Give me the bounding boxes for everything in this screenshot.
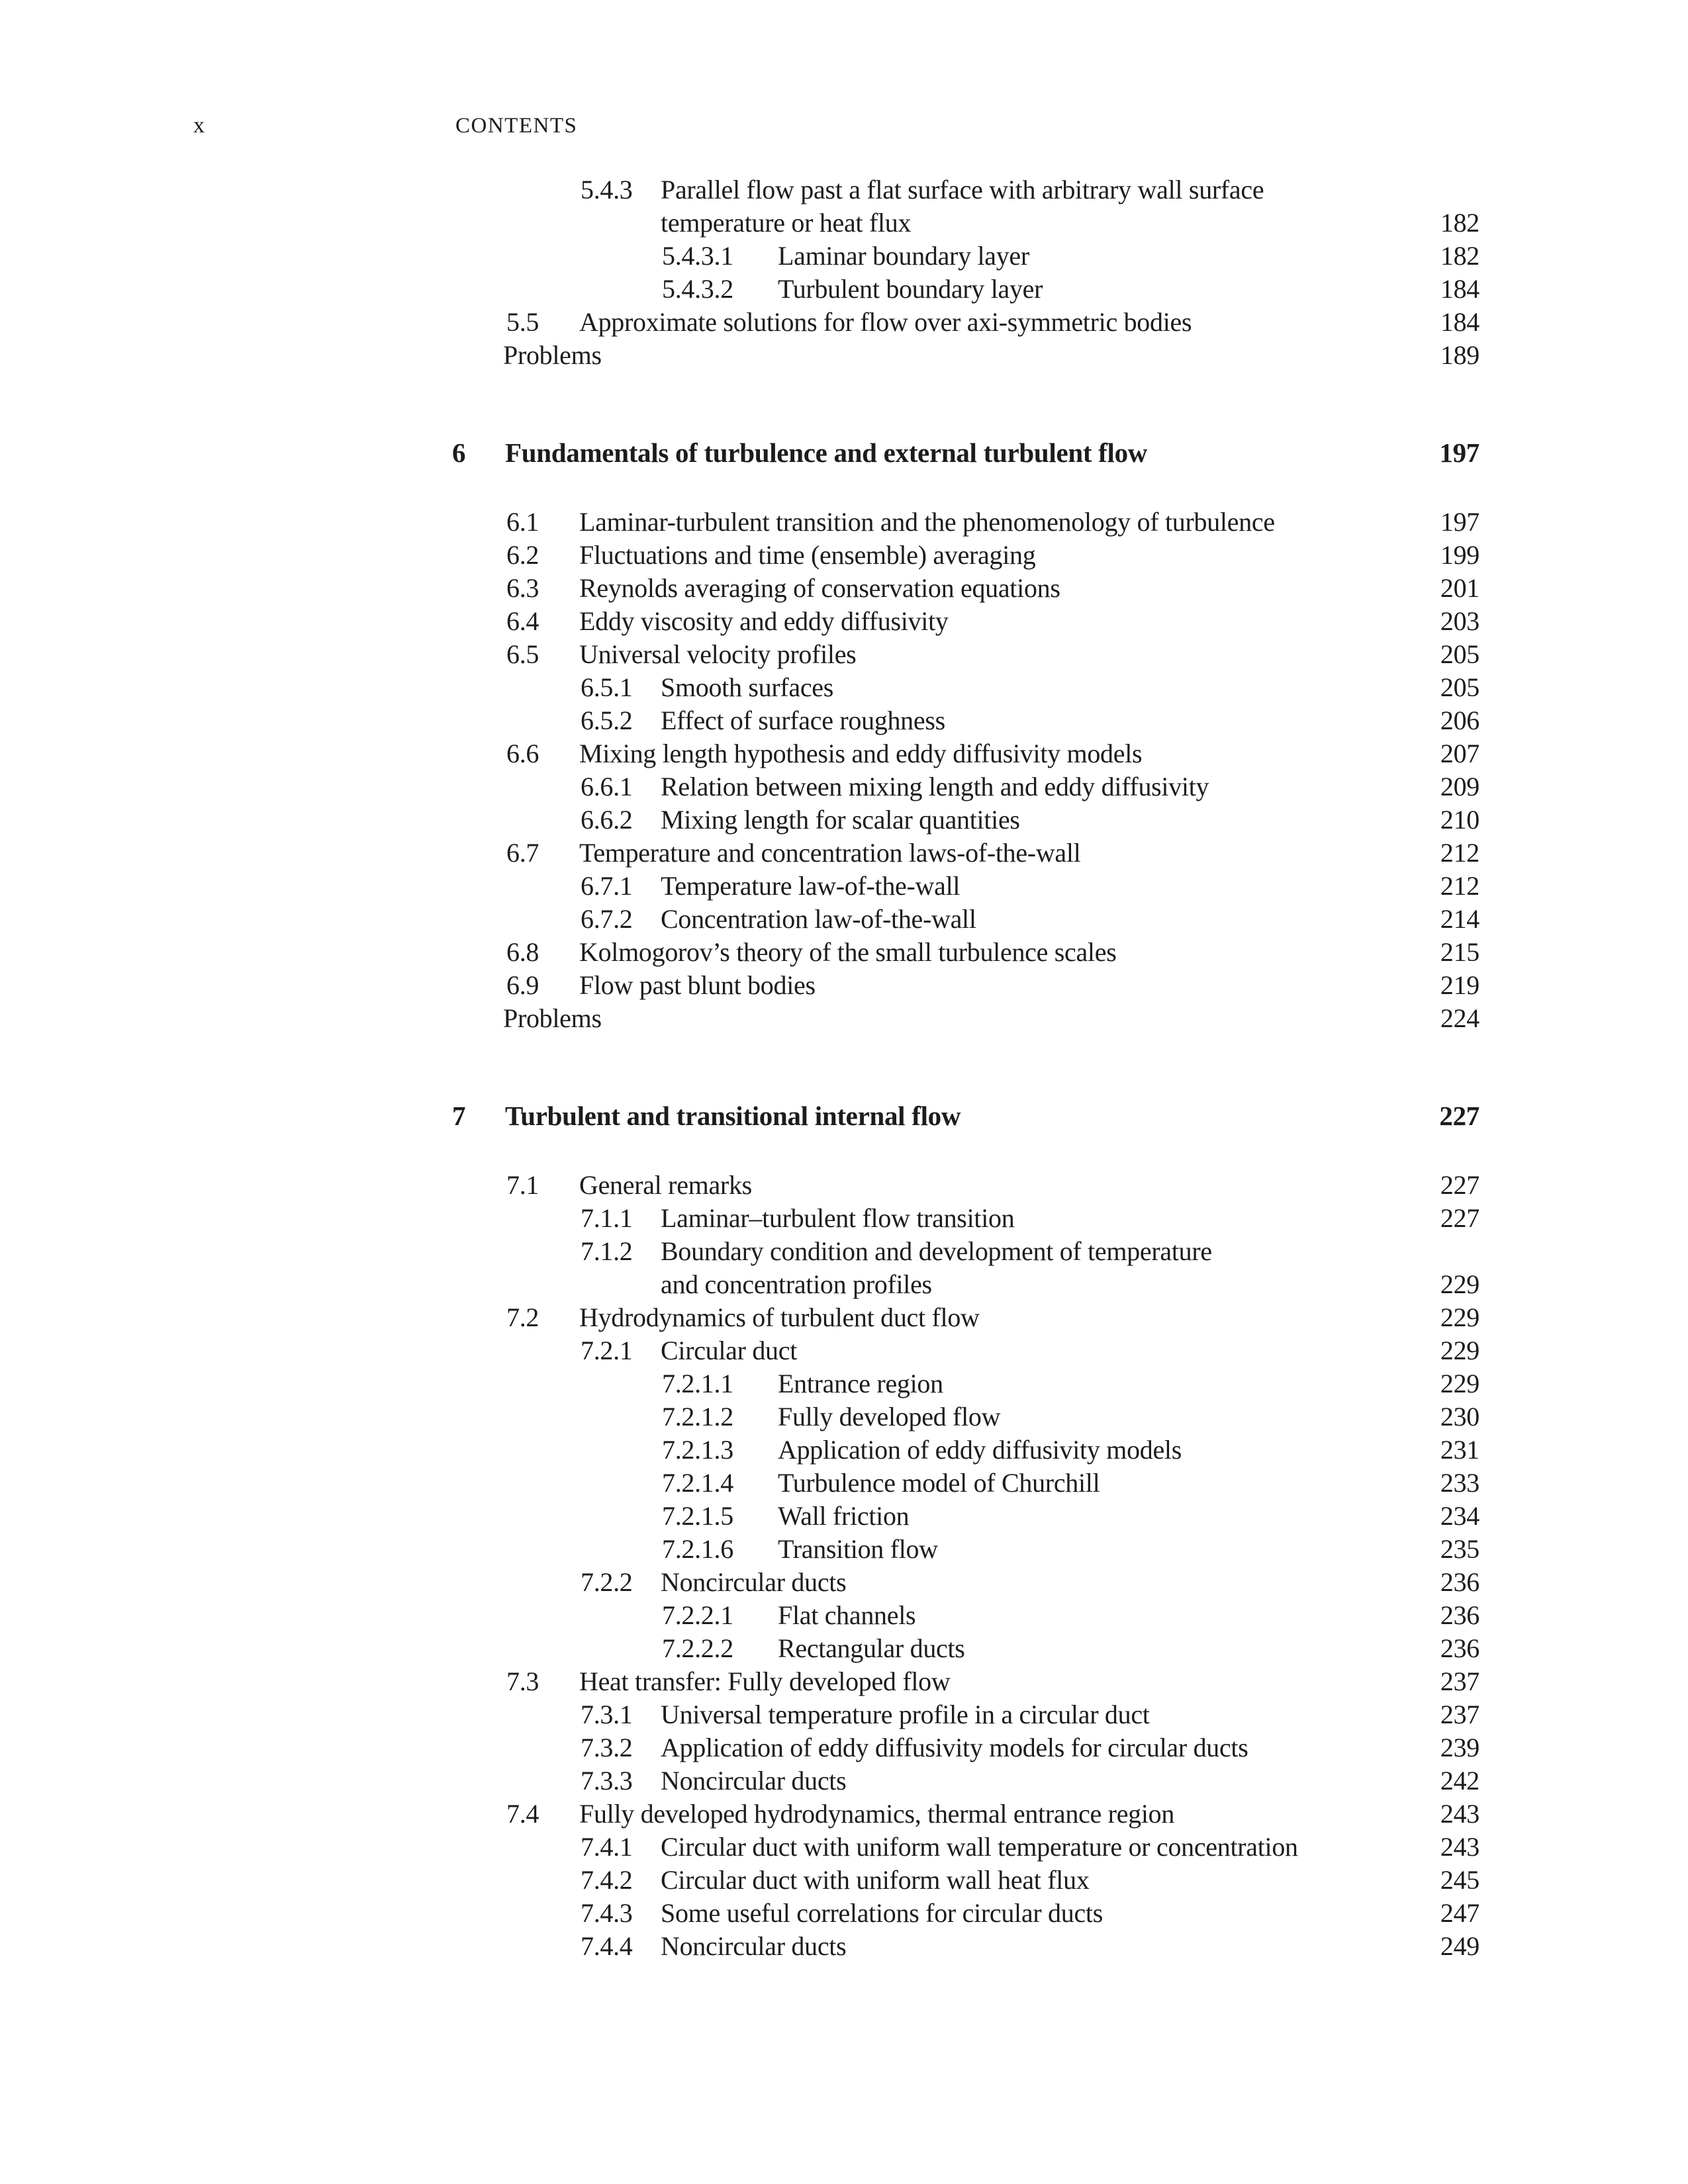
toc-entry-row — [452, 572, 1479, 605]
toc-entry-number: 7.2.1.6 — [662, 1534, 733, 1564]
toc-entry-row — [452, 638, 1479, 671]
toc-entry-page: 237 — [1440, 1700, 1479, 1729]
toc-entry-row — [452, 1731, 1479, 1764]
toc-entry-row — [452, 1764, 1479, 1797]
toc-entry-title: Temperature and concentration laws-of-the-wall — [579, 838, 1081, 868]
toc-entry-title: Rectangular ducts — [778, 1633, 965, 1663]
toc-entry-title: Eddy viscosity and eddy diffusivity — [579, 606, 949, 636]
toc-entry-number: 6.6 — [506, 739, 539, 768]
toc-entry-title: Flat channels — [778, 1600, 916, 1630]
toc-entry-row — [452, 1897, 1479, 1930]
toc-entry-row — [452, 1202, 1479, 1235]
toc-entry-number: 6.7.2 — [581, 904, 633, 934]
toc-entry-title: Universal temperature profile in a circular duct — [661, 1700, 1150, 1729]
toc-entry-title: Laminar–turbulent flow transition — [661, 1203, 1015, 1233]
toc-chapter-row — [452, 1096, 1479, 1136]
toc-entry-number: 7.2.2.1 — [662, 1600, 733, 1630]
toc-entry-title: temperature or heat flux — [661, 208, 912, 238]
toc-entry-number: 7.4.4 — [581, 1931, 633, 1961]
toc-entry-number: 7.1.1 — [581, 1203, 633, 1233]
toc-entry-row — [452, 240, 1479, 273]
toc-entry-title: General remarks — [579, 1170, 752, 1200]
toc-entry-title: Mixing length hypothesis and eddy diffusivity models — [579, 739, 1143, 768]
toc-chapter-title: Turbulent and transitional internal flow — [505, 1101, 961, 1131]
toc-entry-title: and concentration profiles — [661, 1269, 932, 1299]
toc-entry-page: 231 — [1440, 1435, 1479, 1465]
toc-entry-number: 7.2.1 — [581, 1336, 633, 1365]
toc-entry-row — [452, 1797, 1479, 1831]
toc-entry-number: 6.7 — [506, 838, 539, 868]
toc-entry-page: 184 — [1440, 307, 1479, 337]
toc-entry-row — [452, 1268, 1479, 1301]
toc-entry-row — [452, 306, 1479, 339]
toc-entry-title: Application of eddy diffusivity models for circular ducts — [661, 1733, 1248, 1762]
toc-entry-row — [452, 1831, 1479, 1864]
toc-entry-title: Turbulent boundary layer — [778, 274, 1043, 304]
toc-entry-title: Reynolds averaging of conservation equations — [579, 573, 1060, 603]
toc-entry-row — [452, 1698, 1479, 1731]
toc-entry-number: 5.4.3.1 — [662, 241, 733, 271]
toc-entry-title: Heat transfer: Fully developed flow — [579, 1666, 951, 1696]
toc-entry-page: 247 — [1440, 1898, 1479, 1928]
toc-entry-number: 6.9 — [506, 970, 539, 1000]
toc-entry-title: Fluctuations and time (ensemble) averaging — [579, 540, 1036, 570]
toc-entry-row — [452, 1334, 1479, 1367]
toc-entry-row — [452, 1235, 1479, 1268]
toc-entry-title: Boundary condition and development of temperature — [661, 1236, 1212, 1266]
toc-entry-number: 5.4.3.2 — [662, 274, 733, 304]
toc-entry-page: 245 — [1440, 1865, 1479, 1895]
toc-chapter-page: 227 — [1439, 1101, 1479, 1131]
toc-entry-row — [452, 1566, 1479, 1599]
toc — [452, 173, 1479, 1963]
toc-entry-number: 6.7.1 — [581, 871, 633, 901]
toc-entry-number: 7.4.1 — [581, 1832, 633, 1862]
toc-entry-row — [452, 969, 1479, 1002]
toc-entry-page: 249 — [1440, 1931, 1479, 1961]
toc-entry-row — [452, 1002, 1479, 1035]
toc-entry-number: 7.4.3 — [581, 1898, 633, 1928]
toc-entry-row — [452, 870, 1479, 903]
toc-entry-row — [452, 1533, 1479, 1566]
toc-entry-row — [452, 1632, 1479, 1665]
toc-entry-row — [452, 704, 1479, 737]
toc-chapter-number: 6 — [452, 437, 466, 468]
toc-entry-number: 7.3.3 — [581, 1766, 633, 1796]
toc-entry-row — [452, 1665, 1479, 1698]
toc-entry-page: 182 — [1440, 208, 1479, 238]
toc-entry-title: Problems — [503, 340, 602, 370]
toc-entry-title: Hydrodynamics of turbulent duct flow — [579, 1302, 980, 1332]
toc-entry-page: 214 — [1440, 904, 1479, 934]
toc-entry-page: 205 — [1440, 639, 1479, 669]
toc-entry-title: Turbulence model of Churchill — [778, 1468, 1100, 1498]
toc-entry-page: 229 — [1440, 1369, 1479, 1398]
toc-entry-page: 239 — [1440, 1733, 1479, 1762]
toc-entry-title: Noncircular ducts — [661, 1931, 847, 1961]
toc-entry-title: Fully developed flow — [778, 1402, 1001, 1432]
toc-entry-page: 229 — [1440, 1269, 1479, 1299]
toc-entry-title: Wall friction — [778, 1501, 910, 1531]
toc-entry-row — [452, 605, 1479, 638]
toc-entry-page: 182 — [1440, 241, 1479, 271]
toc-entry-page: 203 — [1440, 606, 1479, 636]
toc-entry-title: Circular duct — [661, 1336, 798, 1365]
toc-entry-title: Some useful correlations for circular ducts — [661, 1898, 1103, 1928]
toc-entry-number: 6.4 — [506, 606, 539, 636]
toc-entry-row — [452, 506, 1479, 539]
toc-entry-title: Laminar boundary layer — [778, 241, 1029, 271]
toc-entry-page: 243 — [1440, 1832, 1479, 1862]
toc-entry-group — [452, 173, 1479, 372]
toc-entry-number: 6.1 — [506, 507, 539, 537]
toc-entry-page: 199 — [1440, 540, 1479, 570]
toc-entry-title: Laminar-turbulent transition and the phenomenology of turbulence — [579, 507, 1275, 537]
toc-entry-group — [452, 1169, 1479, 1963]
toc-entry-page: 229 — [1440, 1336, 1479, 1365]
toc-entry-page: 236 — [1440, 1633, 1479, 1663]
toc-entry-row — [452, 1930, 1479, 1963]
toc-entry-row — [452, 1500, 1479, 1533]
toc-entry-row — [452, 173, 1479, 206]
toc-entry-page: 206 — [1440, 705, 1479, 735]
toc-entry-row — [452, 539, 1479, 572]
running-head: CONTENTS — [455, 114, 578, 138]
toc-entry-title: Noncircular ducts — [661, 1766, 847, 1796]
toc-entry-page: 236 — [1440, 1567, 1479, 1597]
toc-entry-row — [452, 671, 1479, 704]
toc-entry-page: 230 — [1440, 1402, 1479, 1432]
toc-entry-number: 6.5.2 — [581, 705, 633, 735]
toc-entry-title: Flow past blunt bodies — [579, 970, 816, 1000]
toc-entry-number: 5.4.3 — [581, 175, 633, 205]
toc-entry-title: Mixing length for scalar quantities — [661, 805, 1020, 835]
toc-entry-number: 7.2.1.1 — [662, 1369, 733, 1398]
toc-entry-row — [452, 903, 1479, 936]
toc-entry-number: 7.2.1.4 — [662, 1468, 733, 1498]
toc-entry-number: 7.4 — [506, 1799, 539, 1829]
toc-entry-page: 233 — [1440, 1468, 1479, 1498]
toc-entry-page: 201 — [1440, 573, 1479, 603]
toc-chapter-title: Fundamentals of turbulence and external turbulent flow — [505, 437, 1148, 468]
toc-entry-page: 236 — [1440, 1600, 1479, 1630]
toc-entry-page: 234 — [1440, 1501, 1479, 1531]
toc-entry-number: 7.4.2 — [581, 1865, 633, 1895]
toc-entry-page: 205 — [1440, 672, 1479, 702]
toc-entry-page: 197 — [1440, 507, 1479, 537]
toc-entry-title: Noncircular ducts — [661, 1567, 847, 1597]
toc-entry-page: 227 — [1440, 1203, 1479, 1233]
toc-entry-title: Approximate solutions for flow over axi-symmetric bodies — [579, 307, 1192, 337]
toc-entry-page: 237 — [1440, 1666, 1479, 1696]
toc-entry-row — [452, 936, 1479, 969]
toc-entry-number: 5.5 — [506, 307, 539, 337]
toc-entry-page: 243 — [1440, 1799, 1479, 1829]
toc-entry-number: 7.1 — [506, 1170, 539, 1200]
toc-entry-page: 212 — [1440, 871, 1479, 901]
toc-entry-number: 6.6.1 — [581, 772, 633, 801]
toc-entry-number: 7.2.1.5 — [662, 1501, 733, 1531]
toc-entry-title: Parallel flow past a flat surface with arbitrary wall surface — [661, 175, 1264, 205]
toc-entry-row — [452, 273, 1479, 306]
toc-entry-number: 7.2.1.2 — [662, 1402, 733, 1432]
toc-entry-number: 7.3.1 — [581, 1700, 633, 1729]
toc-entry-group — [452, 506, 1479, 1035]
toc-entry-page: 235 — [1440, 1534, 1479, 1564]
toc-chapter-page: 197 — [1439, 437, 1479, 468]
toc-entry-page: 227 — [1440, 1170, 1479, 1200]
toc-entry-title: Problems — [503, 1003, 602, 1033]
toc-entry-row — [452, 770, 1479, 803]
toc-entry-row — [452, 1599, 1479, 1632]
toc-entry-number: 6.5 — [506, 639, 539, 669]
toc-entry-row — [452, 1467, 1479, 1500]
toc-entry-title: Relation between mixing length and eddy diffusivity — [661, 772, 1209, 801]
page-number: x — [193, 113, 205, 138]
toc-entry-page: 224 — [1440, 1003, 1479, 1033]
toc-entry-title: Application of eddy diffusivity models — [778, 1435, 1182, 1465]
toc-entry-row — [452, 803, 1479, 837]
toc-entry-title: Circular duct with uniform wall temperature or concentration — [661, 1832, 1298, 1862]
toc-entry-page: 189 — [1440, 340, 1479, 370]
toc-entry-title: Smooth surfaces — [661, 672, 834, 702]
toc-entry-row — [452, 206, 1479, 240]
toc-entry-number: 6.2 — [506, 540, 539, 570]
toc-entry-title: Kolmogorov’s theory of the small turbulence scales — [579, 937, 1117, 967]
toc-entry-page: 209 — [1440, 772, 1479, 801]
toc-entry-row — [452, 1864, 1479, 1897]
toc-entry-page: 212 — [1440, 838, 1479, 868]
toc-entry-title: Entrance region — [778, 1369, 943, 1398]
toc-entry-row — [452, 1400, 1479, 1433]
toc-entry-page: 207 — [1440, 739, 1479, 768]
toc-entry-page: 184 — [1440, 274, 1479, 304]
toc-entry-title: Fully developed hydrodynamics, thermal entrance region — [579, 1799, 1175, 1829]
toc-entry-number: 7.2.1.3 — [662, 1435, 733, 1465]
toc-entry-title: Circular duct with uniform wall heat flux — [661, 1865, 1090, 1895]
toc-entry-row — [452, 1367, 1479, 1400]
toc-entry-page: 229 — [1440, 1302, 1479, 1332]
toc-entry-number: 7.2.2 — [581, 1567, 633, 1597]
toc-entry-row — [452, 339, 1479, 372]
toc-entry-number: 7.3.2 — [581, 1733, 633, 1762]
toc-entry-title: Concentration law-of-the-wall — [661, 904, 976, 934]
toc-entry-number: 6.6.2 — [581, 805, 633, 835]
toc-entry-number: 7.1.2 — [581, 1236, 633, 1266]
toc-entry-number: 7.3 — [506, 1666, 539, 1696]
toc-entry-title: Universal velocity profiles — [579, 639, 857, 669]
toc-entry-page: 215 — [1440, 937, 1479, 967]
toc-chapter-row — [452, 433, 1479, 473]
toc-entry-row — [452, 1169, 1479, 1202]
toc-entry-page: 219 — [1440, 970, 1479, 1000]
toc-entry-row — [452, 737, 1479, 770]
toc-entry-title: Transition flow — [778, 1534, 938, 1564]
toc-chapter-number: 7 — [452, 1101, 466, 1131]
toc-entry-number: 6.8 — [506, 937, 539, 967]
toc-entry-page: 242 — [1440, 1766, 1479, 1796]
toc-entry-number: 7.2 — [506, 1302, 539, 1332]
page-header — [0, 111, 1688, 144]
toc-entry-number: 7.2.2.2 — [662, 1633, 733, 1663]
toc-entry-row — [452, 837, 1479, 870]
toc-entry-title: Effect of surface roughness — [661, 705, 945, 735]
toc-entry-row — [452, 1301, 1479, 1334]
toc-entry-page: 210 — [1440, 805, 1479, 835]
toc-entry-number: 6.3 — [506, 573, 539, 603]
toc-entry-title: Temperature law-of-the-wall — [661, 871, 961, 901]
toc-entry-number: 6.5.1 — [581, 672, 633, 702]
toc-entry-row — [452, 1433, 1479, 1467]
